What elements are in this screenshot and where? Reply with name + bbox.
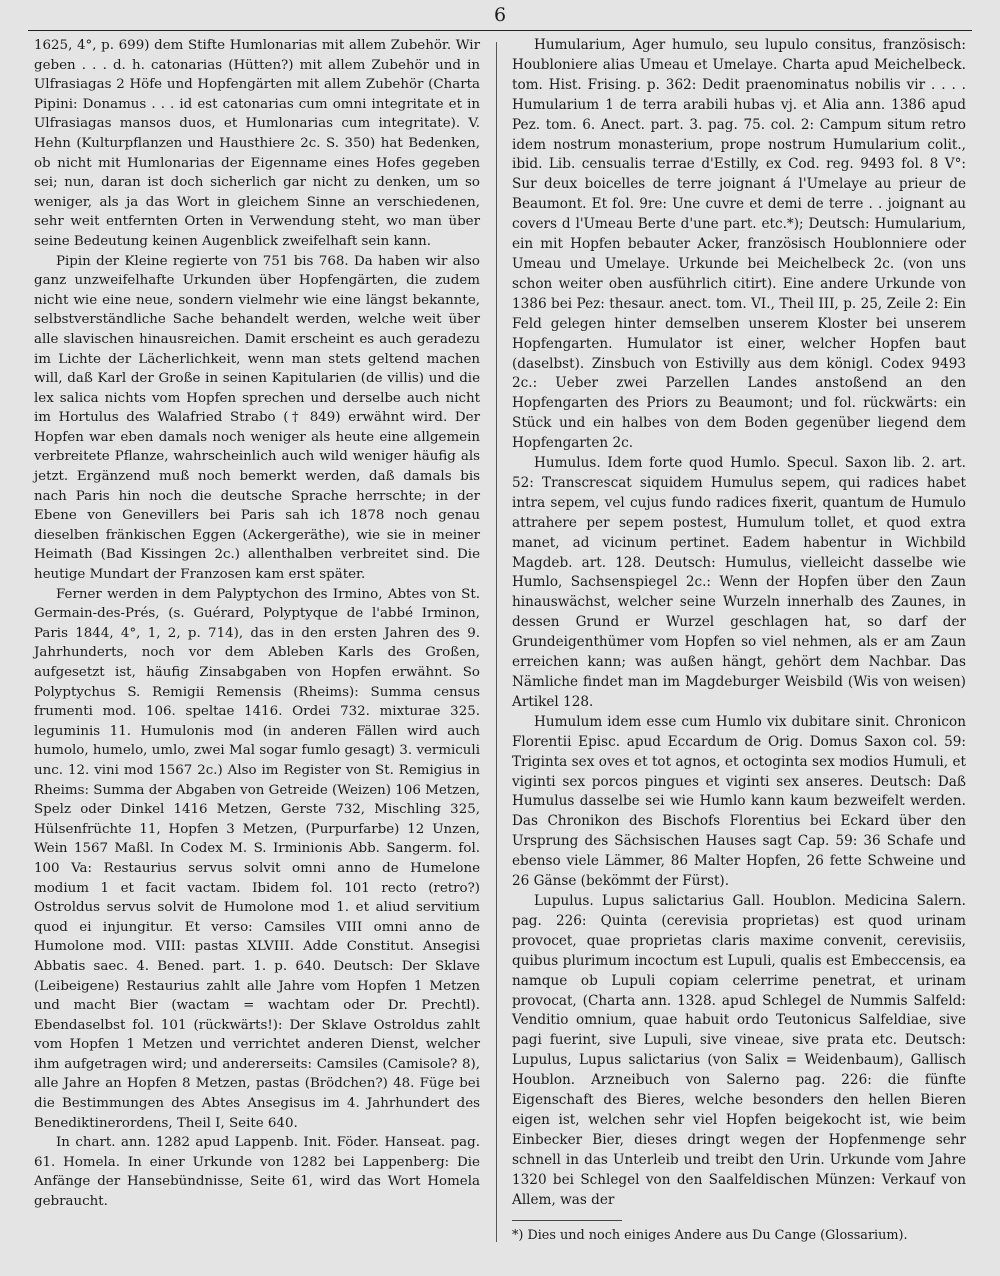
paragraph: In chart. ann. 1282 apud Lappenb. Init. Föder. Hanseat. pag. 61. Homela. In einer Urkunde von 1282 bei Lappenberg: Die Anfänge der Hansebündnisse, Seite 61, wird das Wort Homela gebraucht. [34,1135,480,1210]
paragraph: Ferner werden in dem Palyptychon des Irmino, Abtes von St. Germain-des-Prés, (s. Guérard, Polyptyque de l'abbé Irminon, Paris 1844, 4°, 1, 2, p. 714), das in den ersten Jahren des 9. Jahrhunderts, noch vor dem Ableben Karls des Großen, aufgesetzt ist, häufig Zinsabgaben von Hopfen erwähnt. So Polyptychus S. Remigii Remensis (Rheims): Summa census frumenti mod. 106. speltae 1416. Ordei 732. mixturae 325. leguminis 11. Humulonis mod (in anderen Fällen wird auch humolo, humelo, umlo, zwei Mal sogar fumlo gesagt) 3. vermiculi unc. 12. vini mod 1567 2c.) Also im Register von St. Remigius in Rheims: Summa der Abgaben von Getreide (Weizen) 106 Metzen, Spelz oder Dinkel 1416 Metzen, Gerste 732, Mischling 325, Hülsenfrüchte 11, Hopfen 3 Metzen, (Purpurfarbe) 12 Unzen, Wein 1567 Maßl. In Codex M. S. Irminionis Abb. Sangerm. fol. 100 Va: Restaurius servus solvit omni anno de Humelone modium 1 et facit vactam. Ibidem fol. 101 recto (retro?) Ostroldus servus solvit de Humolone mod 1. et aliud servitium quod ei injungitur. Et verso: Camsiles VIII omni anno de Humolone mod. VIII: pastas XLVIII. Adde Constitut. Ansegisi Abbatis saec. 4. Bened. part. 1. p. 640. Deutsch: Der Sklave (Leibeigene) Restaurius zahlt alle Jahre vom Hopfen 1 Metzen und macht Bier (wactam = wachtam oder Dr. Prechtl). Ebendaselbst fol. 101 (rückwärts!): Der Sklave Ostroldus zahlt vom Hopfen 1 Metzen und verrichtet anderen Dienst, welcher ihm aufgetragen wird; und andererseits: Camsiles (Camisole? 8), alle Jahre an Hopfen 8 Metzen, pastas (Brödchen?) 48. Füge bei die Bestimmungen des Abtes Ansegisus im 4. Jahrhundert des Benediktinerordens, Theil I, Seite 640. [34,586,480,1131]
paragraph: Humularium, Ager humulo, seu lupulo consitus, französisch: Houbloniere alias Umeau et Umelaye. Charta apud Meichelbeck. tom. Hist. Frising. p. 362: Dedit praenominatus nobilis vir . . . . Humularium 1 de terra arabili hubas vj. et Alia ann. 1386 apud Pez. tom. 6. Anect. part. 3. pag. 75. col. 2: Campum situm retro idem nostrum monasterium, prope nostrum Humularium colit., ibid. Lib. censualis terrae d'Estilly, ex Cod. reg. 9493 fol. 8 V°: Sur deux boicelles de terre joignant á l'Umelaye au prieur de Beaumont. Et fol. 9re: Une cuvre et demi de terre . . joignant au covers d l'Umeau Berte d'une part. etc.*); Deutsch: Humularium, ein mit Hopfen bebauter Acker, französisch Houblonniere oder Umeau und Umelaye. Urkunde bei Meichelbeck 2c. (von uns schon weiter oben ausführlich citirt). Eine andere Urkunde von 1386 bei Pez: thesaur. anect. tom. VI., Theil III, p. 25, Zeile 2: Ein Feld gelegen hinter demselben unserem Kloster bei unserem Hopfengarten. Humulator ist einer, welcher Hopfen baut (daselbst). Zinsbuch von Estivilly aus dem königl. Codex 9493 2c.: Ueber zwei Parzellen Landes anstoßend an den Hopfengarten des Priors zu Beaumont; und fol. rückwärts: ein Stück und ein halbes von dem Boden gegenüber liegend dem Hopfengarten 2c. [512,37,966,452]
paragraph: Humulum idem esse cum Humlo vix dubitare sinit. Chronicon Florentii Episc. apud Eccardum de Orig. Domus Saxon col. 59: Triginta sex oves et tot agnos, et octoginta sex modios Humuli, et viginti sex porcos pingues et viginti sex anseres. Deutsch: Daß Humulus dasselbe sei wie Humlo kann kaum bezweifelt werden. Das Chronikon des Bischofs Florentius bei Eckard über den Ursprung des Sächsischen Hauses sagt Cap. 59: 36 Schafe und ebenso viele Lämmer, 86 Malter Hopfen, 26 fette Schweine und 26 Gänse (bekömmt der Fürst). [512,713,966,890]
page-number: 6 [493,4,507,26]
column-divider [496,42,497,1242]
footnote-rule [512,1220,622,1221]
footnote: *) Dies und noch einiges Andere aus Du Cange (Glossarium). [512,1228,908,1244]
left-column [34,36,480,1212]
paragraph: Pipin der Kleine regierte von 751 bis 768. Da haben wir also ganz unzweifelhafte Urkunden über Hopfengärten, die zudem nicht wie eine neue, sondern vielmehr wie eine längst bekannte, selbstverständliche Sache behandelt werden, welche weit über alle slavischen hinausreichen. Damit erscheint es auch geradezu im Lichte der Lächerlichkeit, wenn man stets geltend machen will, daß Karl der Große in seinen Kapitularien (de villis) und die lex salica nichts vom Hopfen sprechen und derselbe auch nicht im Hortulus des Walafried Strabo († 849) erwähnt wird. Der Hopfen war eben damals noch weniger als heute eine allgemein verbreitete Pflanze, wahrscheinlich auch wild weniger häufig als jetzt. Ergänzend muß noch bemerkt werden, daß damals bis nach Paris hin noch die deutsche Sprache herrschte; in der Ebene von Genevillers bei Paris sah ich 1878 noch genau dieselben fränkischen Eggen (Ackergeräthe), wie sie in meiner Heimath (Bad Kissingen 2c.) allenthalben verbreitet sind. Die heutige Mundart der Franzosen kam erst später. [34,253,480,583]
paragraph: 1625, 4°, p. 699) dem Stifte Humlonarias mit allem Zubehör. Wir geben . . . d. h. catonarias (Hütten?) mit allem Zubehör und in Ulfrasiagas 2 Höfe und Hopfengärten mit allem Zubehör (Charta Pipini: Donamus . . . id est catonarias cum omni integritate et in Ulfrasiagas mansos duos, et Humlonarias cum integritate). V. Hehn (Kulturpflanzen und Hausthiere 2c. S. 350) hat Bedenken, ob nicht mit Humlonarias der Eigenname eines Hofes gegeben sei; nun, daran ist doch sicherlich gar nicht zu denken, um so weniger, als ja das Wort in gleichem Sinne an verschiedenen, sehr weit entfernten Orten in Verwendung steht, wo man über seine Bedeutung keinen Augenblick zweifelhaft sein kann. [34,38,480,249]
header-rule [28,30,972,31]
paragraph: Humulus. Idem forte quod Humlo. Specul. Saxon lib. 2. art. 52: Transcrescat siquidem Humulus sepem, qui radices habet intra sepem, vel cujus fundo radices fixerit, quantum de Humulo attrahere per sepem postest, Humulum tollet, et quod extra manet, ad vicinum pertinet. Eadem habentur in Wichbild Magdeb. art. 128. Deutsch: Humulus, vielleicht dasselbe wie Humlo, Sachsenspiegel 2c.: Wenn der Hopfen über den Zaun hinauswächst, welcher seine Wurzeln innerhalb des Zaunes, in dessen Grund er Wurzel geschlagen hat, so darf der Grundeigenthümer vom Hopfen so viel nehmen, als er am Zaun erreichen kann; was außen hängt, gehört dem Nachbar. Das Nämliche findet man im Magdeburger Weisbild (Wis von weisen) Artikel 128. [512,455,966,710]
right-column [512,36,966,1244]
paragraph: Lupulus. Lupus salictarius Gall. Houblon. Medicina Salern. pag. 226: Quinta (cerevisia proprietas) est quod urinam provocet, quae proprietas claris maxime convenit, cerevisiis, quibus plurimum incoctum est Lupuli, qualis est Embeccensis, ea namque ob Lupuli copiam celerrime penetrat, et urinam provocat, (Charta ann. 1328. apud Schlegel de Nummis Salfeld: Venditio omnium, quae habuit ordo Teutonicus Salfeldiae, sive pagi fuerint, sive Lupuli, sive vineae, sive prata etc. Deutsch: Lupulus, Lupus salictarius (von Salix = Weidenbaum), Gallisch Houblon. Arzneibuch von Salerno pag. 226: die fünfte Eigenschaft des Bieres, welche besonders den hellen Bieren eigen ist, welchen sehr viel Hopfen beigekocht ist, wie beim Einbecker Bier, dieses dringt wegen der Hopfenmenge sehr schnell in das Unterleib und treibt den Urin. Urkunde vom Jahre 1320 bei Schlegel von den Saalfeldischen Münzen: Verkauf von Allem, was der [512,892,966,1208]
